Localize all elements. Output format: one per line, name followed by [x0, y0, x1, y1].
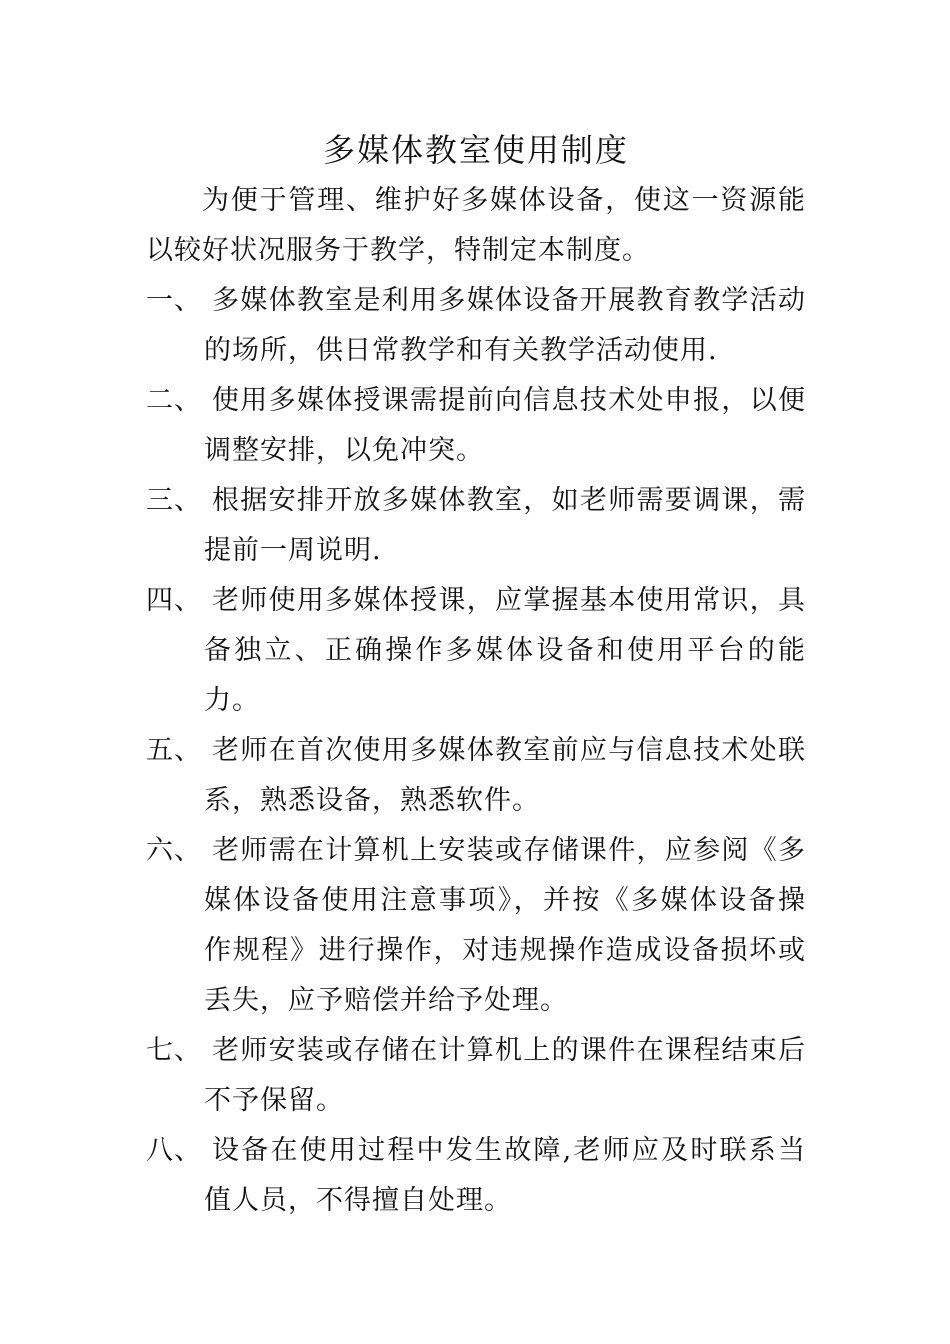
- rule-number: 七、: [146, 1035, 202, 1066]
- rule-text: 根据安排开放多媒体教室，如老师需要调课，需提前一周说明.: [204, 485, 806, 566]
- rule-number: 四、: [146, 585, 202, 616]
- rule-number: 二、: [146, 385, 202, 416]
- rule-text: 老师在首次使用多媒体教室前应与信息技术处联系，熟悉设备，熟悉软件。: [204, 735, 806, 816]
- rule-number: 六、: [146, 835, 202, 866]
- rule-item-4: [146, 576, 806, 726]
- rule-item-5: [146, 726, 806, 826]
- rule-text: 多媒体教室是利用多媒体设备开展教育教学活动的场所，供日常教学和有关教学活动使用.: [204, 285, 806, 366]
- intro-paragraph: 为便于管理、维护好多媒体设备，使这一资源能以较好状况服务于教学，特制定本制度。: [146, 185, 806, 266]
- rule-number: 三、: [146, 485, 202, 516]
- rule-text: 老师需在计算机上安装或存储课件，应参阅《多媒体设备使用注意事项》，并按《多媒体设备操作规程》进行操作，对违规操作造成设备损坏或丢失，应予赔偿并给予处理。: [204, 835, 806, 1016]
- rule-number: 五、: [146, 735, 202, 766]
- rule-item-1: [146, 276, 806, 376]
- rule-item-7: [146, 1026, 806, 1126]
- rule-item-2: [146, 376, 806, 476]
- rule-item-6: [146, 826, 806, 1026]
- rule-item-3: [146, 476, 806, 576]
- rule-text: 设备在使用过程中发生故障,老师应及时联系当值人员，不得擅自处理。: [204, 1135, 806, 1216]
- rules-list: [146, 276, 806, 1226]
- rule-item-8: [146, 1126, 806, 1226]
- rule-text: 老师安装或存储在计算机上的课件在课程结束后不予保留。: [204, 1035, 806, 1116]
- page-title: 多媒体教室使用制度: [322, 131, 629, 169]
- rule-number: 一、: [146, 285, 202, 316]
- rule-text: 老师使用多媒体授课，应掌握基本使用常识，具备独立、正确操作多媒体设备和使用平台的能力。: [204, 585, 806, 716]
- rule-text: 使用多媒体授课需提前向信息技术处申报，以便调整安排，以免冲突。: [204, 385, 806, 466]
- rule-number: 八、: [146, 1135, 202, 1166]
